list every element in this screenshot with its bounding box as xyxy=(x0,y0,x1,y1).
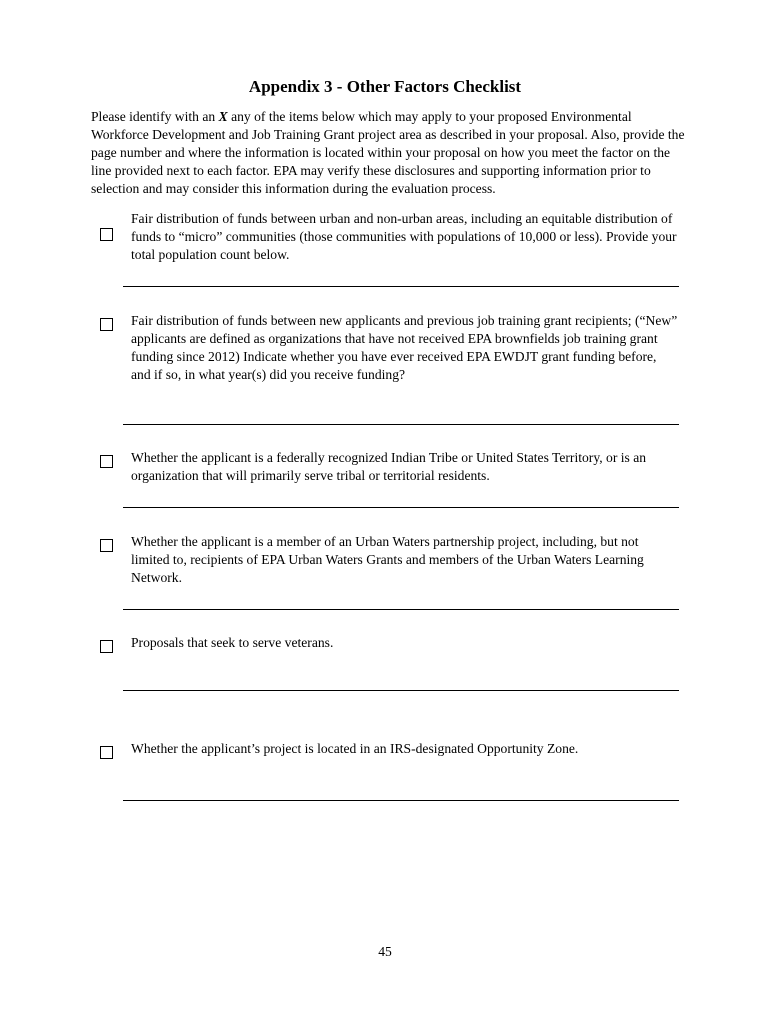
checkbox-opportunity-zone[interactable] xyxy=(100,746,113,759)
instructions-mark-x: X xyxy=(218,109,228,124)
instructions-text-end: any of the items below which may apply to your proposed Environmental Workforce Development and Job Training Grant project area as described in your proposal. Also, provide the page number and where the information is located within your proposal on how you meet the factor on the line provided next to each factor. EPA may verify these disclosures and supporting information prior to selection and may consider this information during the evaluation process. xyxy=(91,109,685,196)
checkbox-tribal[interactable] xyxy=(100,455,113,468)
answer-line-veterans[interactable] xyxy=(123,690,679,691)
item-text-urban-distribution: Fair distribution of funds between urban and non-urban areas, including an equitable distribution of funds to “micro” communities (those communities with populations of 10,000 or less). Provide your total population count below. xyxy=(131,211,677,262)
item-text-veterans: Proposals that seek to serve veterans. xyxy=(131,635,334,650)
checkbox-veterans[interactable] xyxy=(100,640,113,653)
page-number: 45 xyxy=(378,944,392,959)
answer-line-tribal[interactable] xyxy=(123,507,679,508)
item-text-tribal: Whether the applicant is a federally recognized Indian Tribe or United States Territory, or is an organization that will primarily serve tribal or territorial residents. xyxy=(131,450,647,483)
item-text-new-applicants: Fair distribution of funds between new applicants and previous job training grant recipients; (“New” applicants are defined as organizations that have not received EPA brownfields job training grant funding since 2012) Indicate whether you have ever received EPA EWDJT grant funding before, and if so, in what year(s) did you receive funding? xyxy=(131,313,678,382)
checkbox-new-applicants[interactable] xyxy=(100,318,113,331)
instructions-paragraph xyxy=(91,108,691,198)
answer-line-urban-distribution[interactable] xyxy=(123,286,679,287)
answer-line-opportunity-zone[interactable] xyxy=(123,800,679,801)
answer-line-urban-waters[interactable] xyxy=(123,609,679,610)
answer-line-new-applicants[interactable] xyxy=(123,424,679,425)
page-title: Appendix 3 - Other Factors Checklist xyxy=(248,77,522,96)
instructions-text-start: Please identify with an xyxy=(91,109,219,124)
item-text-opportunity-zone: Whether the applicant’s project is located in an IRS-designated Opportunity Zone. xyxy=(131,741,579,756)
item-text-urban-waters: Whether the applicant is a member of an Urban Waters partnership project, including, but not limited to, recipients of EPA Urban Waters Grants and members of the Urban Waters Learning Network. xyxy=(131,534,644,585)
checkbox-urban-distribution[interactable] xyxy=(100,228,113,241)
checkbox-urban-waters[interactable] xyxy=(100,539,113,552)
